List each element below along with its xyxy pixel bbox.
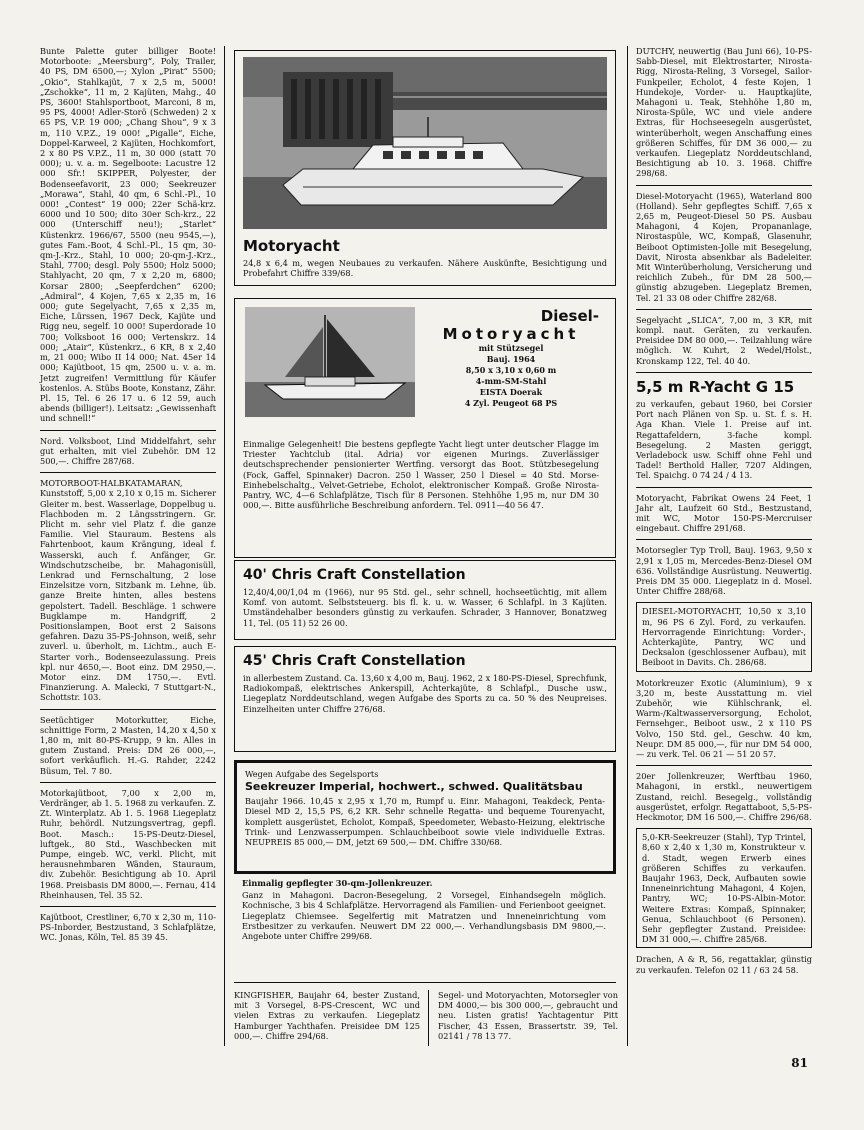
divider	[636, 185, 812, 186]
right-column	[636, 46, 812, 981]
chris-craft-45-body: in allerbestem Zustand. Ca. 13,60 x 4,00 m, Bauj. 1962, 2 x 180-PS-Diesel, Sprechfunk, Radiokompaß, elektrisches Ankerspill, Achterkajüte, 8 Schlafpl., Dusche usw., Liegeplatz Norddeutschland, wegen Aufgabe des Sports zu ca. 50 % des Neupreises. Einzelheiten unter Chiffre 276/68.	[243, 673, 607, 714]
kr-seekreuzer-text: 5,0-KR-Seekreuzer (Stahl), Typ Trintel, 8,60 x 2,40 x 1,30 m, Konstrukteur v. d. Stadt, wegen Erwerb eines größeren Schiffes zu verkaufen. Baujahr 1963, Deck, Aufbauten sowie Inneneinrichtung Mahagoni, 4 Kojen, Pantry, WC; 10-PS-Albin-Motor. Weitere Extras: Kompaß, Spinnaker, Genua, Schlauchboot (6 Personen). Sehr gepflegter Zustand. Preisidee: DM 31 000,—. Chiffre 285/68.	[642, 832, 806, 945]
diesel-spec-4: 4-mm-SM-Stahl	[475, 376, 547, 386]
ad-slica: Segelyacht „SLICA“, 7,00 m, 3 KR, mit kompl. naut. Geräten, zu verkaufen. Preisidee DM 80 000,—. Teilzahlung wäre möglich. W. Kuhrt, 2 Wedel/Holst., Kronskamp 122, Tel. 40 40.	[636, 314, 812, 366]
r-yacht-body: zu verkaufen, gebaut 1960, bei Corsier Port nach Plänen von Sp. u. St. f. s. H. Aga Khan. Viele 1. Preise auf int. Regattafeldern, 3-fache kompl. Besegelung. 2 Masten geriggt, Verladebock usw. Schiff ohne Fehl und Tadel! Berthold Haller, 7207 Aldingen, Tel. Spaichg. 0 74 24 / 4 13.	[636, 398, 812, 481]
divider	[40, 709, 216, 710]
diesel-spec-3: 8,50 x 3,10 x 0,60 m	[465, 365, 557, 375]
column-rule	[428, 990, 429, 1046]
diesel-spec-5: EISTA Doerak	[479, 387, 543, 397]
chris-craft-40-body: 12,40/4,00/1,04 m (1966), nur 95 Std. gel., sehr schnell, hochseetüchtig, mit allem Komf. von automt. Selbststeuerg. bis fl. k. u. w. Wasser, 6 Schlafpl. in 3 Kajüten. Umständehalber besonders günstig zu verkaufen. Schrader, 3 Hannover, Bonatzweg 11, Tel. (05 11) 52 26 00.	[243, 587, 607, 628]
jollenkreuzer-30-title: Einmalig gepflegter 30-qm-Jollenkreuzer.	[242, 878, 433, 888]
ad-dutchy: DUTCHY, neuwertig (Bau Juni 66), 10-PS-Sabb-Diesel, mit Elektrostarter, Nirosta-Rigg, Nirosta-Reling, 3 Vorsegel, Sailor-Funkpeiler, Echolot, 4 feste Kojen, 1 Hundekoje, Vorder- u. Hauptkajüte, Mahagoni u. Teak, Stehhöhe 1,80 m, Nirosta-Spüle, WC und viele andere Extras, für Hochseesegeln ausgerüstet, winterüberholt, wegen Anschaffung eines größeren Schiffes, für DM 36 000,— zu verkaufen. Liegeplatz Norddeutschland, Besichtigung ab 10. 3. 1968. Chiffre 298/68.	[636, 46, 812, 179]
ad-jollenkreuzer-20: 20er Jollenkreuzer, Werftbau 1960, Mahagoni, in erstkl., neuwertigem Zustand, reichl. Besegelg., vollständig ausgerüstet, erfolgr. Regattaboot, 5,5-PS-Heckmotor, DM 16 500,—. Chiffre 296/68.	[636, 771, 812, 822]
segel-motoryachten-text: Segel- und Motoryachten, Motorsegler von DM 4000,— bis 300 000,—, gebraucht und neu. Listen gratis! Yachtagentur Pitt Fischer, 43 Essen, Brassertstr. 39, Tel. 02141 / 78 13 77.	[438, 990, 618, 1041]
diesel-spec-6: 4 Zyl. Peugeot 68 PS	[464, 398, 558, 408]
ad-halbkatamaran: MOTORBOOT-HALBKATAMARAN, Kunststoff, 5,00 x 2,10 x 0,15 m. Sicherer Gleiter m. best. Wasserlage, Doppelbug u. Flachboden m. 2 Längsstringern. Gr. Plicht m. sehr viel Platz f. die ganze Familie. Viel Stauraum. Bestens als Fahrtenboot, kaum Krängung, ideal f. Wasserski, auch f. Anfänger, Gr. Windschutzscheibe, br. Mahagonisüll, Lenkrad und Fernschaltung, 2 lose Einzelsitze vorn, Sitzbank m. Lehne, üb. ganze Breite hinten, alles bestens gepolstert. Tadell. Beschläge. 1 schwere Bugklampe m. Handgriff, 2 Positionslampen, Boot erst 2 Saisons gefahren. Dazu 35-PS-Johnson, weiß, sehr zuverl. u. überholt, m. Lichtm., auch E-Starter vorh., Bodenseezulassung. Preis kpl. nur 4650,—. Boot einz. DM 2950,—. Motor einz. DM 1750,—. Evtl. Finanzierung. A. Malecki, 7 Stuttgart-N., Schottstr. 103.	[40, 478, 216, 703]
column-rule	[224, 46, 225, 1046]
diesel-caps-text: DIESEL-MOTORYACHT, 10,50 x 3,10 m, 96 PS 6 Zyl. Ford, zu verkaufen. Hervorragende Einrichtung: Vorder-, Achterkajüte, Pantry, WC und Decksalon (geschlossener Aufbau), mit Beiboot in Davits. Ch. 286/68.	[642, 606, 806, 668]
kr-seekreuzer-box	[636, 828, 812, 948]
divider	[40, 472, 216, 473]
motoryacht-image	[243, 57, 607, 229]
jollenkreuzer-30-ad-box	[234, 878, 606, 974]
left-column	[40, 46, 216, 949]
diesel-body: Einmalige Gelegenheit! Die bestens gepflegte Yacht liegt unter deutscher Flagge im Triester Yachtclub (ital. Adria) vor eigenen Murings. Zuverlässiger deutschsprechender pensionierter Wertfing. versorgt das Boot. Stützbesegelung (Fock, Gaffel, Spinnaker) Dacron. 250 l Wasser, 250 l Diesel = 40 Std. Morse-Einhebelschaltg., Velvet-Getriebe, Echolot, elektronischer Kompaß. Große Nirosta-Pantry, WC, 4—6 Schlafplätze, Tisch für 8 Personen. Stehhöhe 1,95 m, nur DM 30 000,—. Bitte ausführliche Beschreibung anfordern. Tel. 0911—40 56 47.	[243, 439, 599, 511]
diesel-title-2: Motoryacht	[442, 325, 580, 343]
ad-troll: Motorsegler Typ Troll, Bauj. 1963, 9,50 x 2,91 x 1,05 m, Mercedes-Benz-Diesel OM 636. Vollständige Ausrüstung. Neuwertig. Preis DM 35 000. Liegeplatz in d. Mosel. Unter Chiffre 288/68.	[636, 545, 812, 597]
divider	[636, 372, 812, 373]
ad-diesel-motoryacht-1965: Diesel-Motoryacht (1965), Waterland 800 (Holland). Sehr gepflegtes Schiff. 7,65 x 2,65 m, Peugeot-Diesel 50 PS. Ausbau Mahagoni, 4 Kojen, Propananlage, Nirostaspüle, WC, Kompaß, Glasenuhr, Beiboot Optimisten-Jolle mit Besegelung, Davit, Nirosta absenkbar als Badeleiter. Mit Winterüberholung, Versicherung und reichlich Zubeh., für DM 28 500,— günstig abzugeben. Liegeplatz Bremen, Tel. 21 33 08 oder Chiffre 282/68.	[636, 190, 812, 303]
divider	[636, 309, 812, 310]
diesel-caps-box	[636, 602, 812, 671]
divider	[40, 430, 216, 431]
divider	[40, 782, 216, 783]
motoryacht-body: 24,8 x 6,4 m, wegen Neubaues zu verkaufen. Nähere Auskünfte, Besichtigung und Probefahrt Chiffre 339/68.	[243, 258, 607, 279]
motoryacht-photo	[243, 57, 607, 229]
divider	[636, 765, 812, 766]
ad-exotic: Motorkreuzer Exotic (Aluminium), 9 x 3,20 m, beste Ausstattung m. viel Zubehör, wie Kühlschrank, el. Warm-/Kaltwasserversorgung, Echolot, Fernsehger., Beiboot usw., 2 x 110 PS Volvo, 150 Std. gel., Geschw. 40 km, Neupr. DM 85 000,—, für nur DM 54 000,— zu verk. Tel. 06 21 — 51 20 57.	[636, 677, 812, 759]
ad-drachen: Drachen, A & R, 56, regattaklar, günstig zu verkaufen. Telefon 02 11 / 63 24 58.	[636, 954, 812, 975]
diesel-title-1: Diesel-	[540, 307, 599, 325]
ad-motorkajuetboot: Motorkajütboot, 7,00 x 2,00 m, Verdränger, ab 1. 5. 1968 zu verkaufen. Z. Zt. Winterplatz. Ab 1. 5. 1968 Liegeplatz Ruhr, behördl. Nutzungsvertrag, gepfl. Boot. Masch.: 15-PS-Deutz-Diesel, luftgek., 80 Std., Waschbecken mit Pumpe, eingeb. WC, verkl. Plicht, mit herausnehmbaren Wänden, Stauraum, div. Zubehör. Besichtigung ab 10. April 1968. Preisbasis DM 8000,—. Fernau, 414 Rheinhausen, Tel. 35 52.	[40, 787, 216, 900]
seekreuzer-title: Seekreuzer Imperial, hochwert., schwed. Qualitätsbau	[245, 780, 583, 794]
ad-owens: Motoryacht, Fabrikat Owens 24 Feet, 1 Jahr alt, Laufzeit 60 Std., Bestzustand, mit WC, Motor 150-PS-Mercruiser eingebaut. Chiffre 291/68.	[636, 492, 812, 534]
chris-craft-40-title: 40' Chris Craft Constellation	[243, 567, 466, 583]
r-yacht-title: 5,5 m R-Yacht G 15	[636, 377, 795, 396]
divider	[636, 539, 812, 540]
kingfisher-text: KINGFISHER, Baujahr 64, bester Zustand, mit 3 Vorsegel, 8-PS-Crescent, WC und vielen Extras zu verkaufen. Liegeplatz Hamburger Yachthafen. Preisidee DM 125 000,—. Chiffre 294/68.	[234, 990, 420, 1041]
ad-motorkutter: Seetüchtiger Motorkutter, Eiche, schnittige Form, 2 Masten, 14,20 x 4,50 x 1,80 m, mit 80-PS-Krupp, 9 kn. Alles in gutem Zustand. Preis: DM 26 000,—, sofort verkäuflich. H.-G. Rahder, 2242 Büsum, Tel. 7 80.	[40, 714, 216, 776]
jollenkreuzer-30-body: Ganz in Mahagoni. Dacron-Besegelung, 2 Vorsegel, Einhandsegeln möglich. Kochnische, 3 bis 4 Schlafplätze. Hervorragend als Familien- und Ferienboot geeignet. Liegeplatz Chiemsee. Segelfertig mit Matratzen und Inneneinrichtung vom Erstbesitzer zu verkaufen. Neuwert DM 22 000,—. Verhandlungsbasis DM 9800,—. Angebote unter Chiffre 299/68.	[242, 890, 606, 942]
sailboat-photo	[245, 307, 415, 417]
column-rule	[627, 46, 628, 1046]
divider	[234, 982, 616, 983]
motoryacht-ad-box	[234, 50, 616, 286]
diesel-motoryacht-ad-box	[234, 298, 616, 558]
chris-craft-45-title: 45' Chris Craft Constellation	[243, 653, 466, 669]
ad-kajuetboot: Kajütboot, Crestliner, 6,70 x 2,30 m, 110-PS-Inborder, Bestzustand, 3 Schlafplätze, WC. Jonas, Köln, Tel. 85 39 45.	[40, 912, 216, 943]
chris-craft-45-ad-box	[234, 646, 616, 752]
motoryacht-title: Motoryacht	[243, 237, 340, 255]
seekreuzer-body: Baujahr 1966. 10,45 x 2,95 x 1,70 m, Rumpf u. Einr. Mahagoni, Teakdeck, Penta-Diesel MD 2, 15,5 PS, 6,2 KR. Sehr schnelle Regatta- und bequeme Tourenyacht, komplett ausgerüstet, Echolot, Kompaß, Speedometer, Webasto-Heizung, elektrische Trink- und Lenzwasserpumpen. Schlauchbeiboot sowie viele individuelle Extras. NEUPREIS 85 000,— DM, jetzt 69 500,— DM. Chiffre 330/68.	[245, 796, 605, 848]
chris-craft-40-ad-box	[234, 560, 616, 640]
ad-nord-volksboot: Nord. Volksboot, Lind Middelfahrt, sehr gut erhalten, mit viel Zubehör. DM 12 500,—. Chiffre 287/68.	[40, 435, 216, 466]
diesel-spec-block	[423, 307, 599, 409]
diesel-spec-2: Bauj. 1964	[486, 354, 536, 364]
divider	[40, 906, 216, 907]
diesel-spec-1: mit Stützsegel	[478, 343, 544, 353]
sailboat-image	[245, 307, 415, 417]
divider	[636, 487, 812, 488]
kingfisher-ad	[234, 990, 420, 1047]
seekreuzer-pre: Wegen Aufgabe des Segelsports	[245, 769, 379, 779]
page-number: 81	[791, 1056, 808, 1070]
ad-bunte-palette: Bunte Palette guter billiger Boote! Motorboote: „Meersburg“, Poly, Trailer, 40 PS, DM 6500,—; Xylon „Pirat“ 5500; „Okio“, Stahlkajüt, 7 x 2,5 m, 5000! „Zschokke“, 11 m, 2 Kajüten, Mahg., 40 PS, 3600! Stahlsportboot, Marconi, 8 m, 95 PS, 4000! Adler-Storö (Schweden) 2 x 65 PS, V.P. 19 000; „Chang Shou“, 9 x 3 m, 110 V.P.Z., 19 000! „Pigalle“, Eiche, Doppel-Karweel, 2 Kajüten, Hochkomfort, 2 x 80 PS V.P.Z., 11 m, 30 000 (statt 70 000); u. v. a. m. Segelboote: Lacustre 12 000 Sfr.! SKIPPER, Polyester, der Bodenseefavorit, 23 000; Seekreuzer „Morawa“, Stahl, 40 qm, 6 Schl.-Pl., 10 000! „Contest“ 19 000; 22er Schä-krz. 6000 und 10 500; dito 30er Sch-krz., 22 000 (Unterschiff neu!); „Starlet“ Küstenkrz. 1966/67, 5500 (neu 9545,—), gutes Fam.-Boot, 4 Schl.-Pl., 15 qm, 30-qm-J.-Krz., Stahl, 10 000; 20-qm-J.-Krz., Stahl, 7700; desgl. Poly 5500; Holz 5000; Stahlyacht, 20 qm, 7 x 2,20 m, 6800; Korsar 2800; „Seepferdchen“ 6200; „Admiral“, 4 Kojen, 7,65 x 2,35 m, 16 000; gute Segelyacht, 7,65 x 2,35 m, Eiche, Lürssen, 1967 Deck, Kajüte und Rigg neu, segelf. 10 000! Superdorade 10 700; Volksboot 16 000; Vertenskrz. 14 000; „Atair“, Küstenkrz., 6 KR, 8 x 2,40 m, 21 000; Wibo II 14 000; Nat. 45er 14 000; Kajütboot, 15 qm, 2500 u. v. a. m. Jetzt zugreifen! Vermittlung für Käufer kostenlos. A. Stübs Boote, Konstanz, Zähr. Pl. 15, Tel. 6 26 17 u. 6 12 59, auch abends (billiger!). Leitsatz: „Gewissenhaft und schnell!“	[40, 46, 216, 424]
seekreuzer-imperial-ad-box	[234, 760, 616, 874]
segel-motoryachten-ad	[438, 990, 618, 1047]
